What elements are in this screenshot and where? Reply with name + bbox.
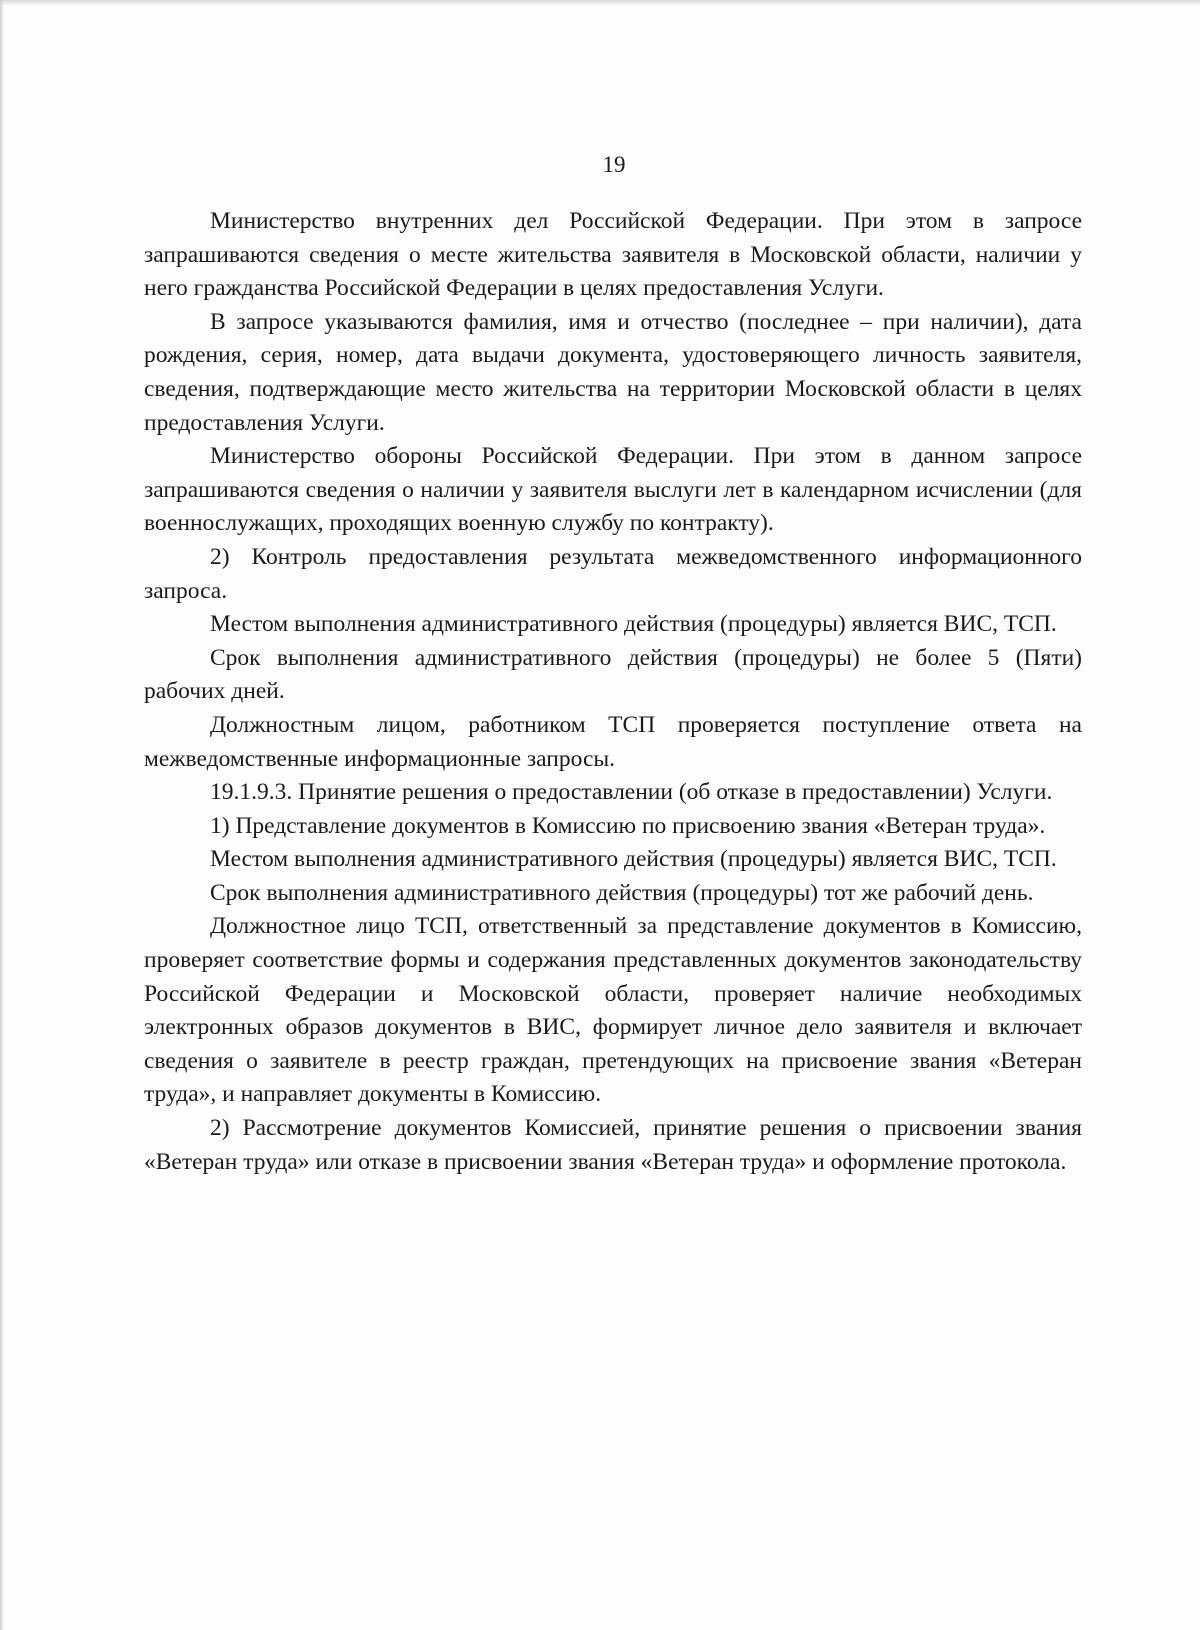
paragraph: В запросе указываются фамилия, имя и отчество (последнее – при наличии), дата рождения, серия, номер, дата выдачи документа, удостоверяющего личность заявителя, сведения, подтверждающие место жительства на территории Московской области в целях предоставления Услуги. bbox=[144, 308, 1082, 436]
paragraph: 19.1.9.3. Принятие решения о предоставлении (об отказе в предоставлении) Услуги. bbox=[210, 779, 1053, 806]
paragraph: 1) Представление документов в Комиссию по присвоению звания «Ветеран труда». bbox=[210, 812, 1046, 839]
paragraph: Срок выполнения административного действия (процедуры) не более 5 (Пяти) рабочих дней. bbox=[144, 644, 1082, 705]
page-number: 19 bbox=[602, 152, 626, 177]
paragraph: Должностным лицом, работником ТСП проверяется поступление ответа на межведомственные информационные запросы. bbox=[144, 711, 1082, 772]
document-body bbox=[144, 205, 1082, 1179]
paragraph: Срок выполнения административного действия (процедуры) тот же рабочий день. bbox=[210, 879, 1034, 906]
scan-edge-left bbox=[0, 0, 4, 1630]
paragraph: 2) Контроль предоставления результата межведомственного информационного запроса. bbox=[144, 543, 1082, 604]
paragraph: Местом выполнения административного действия (процедуры) является ВИС, ТСП. bbox=[210, 846, 1057, 873]
paragraph: Местом выполнения административного действия (процедуры) является ВИС, ТСП. bbox=[210, 611, 1057, 638]
paragraph: Министерство внутренних дел Российской Федерации. При этом в запросе запрашиваются сведения о месте жительства заявителя в Московской области, наличии у него гражданства Российской Федерации в целях предоставления Услуги. bbox=[144, 208, 1082, 302]
paragraph: Министерство обороны Российской Федерации. При этом в данном запросе запрашиваются сведения о наличии у заявителя выслуги лет в календарном исчислении (для военнослужащих, проходящих военную службу по контракту). bbox=[144, 443, 1082, 537]
paragraph: Должностное лицо ТСП, ответственный за представление документов в Комиссию, проверяет соответствие формы и содержания представленных документов законодательству Российской Федерации и Московской области, проверяет наличие необходимых электронных образов документов в ВИС, формирует личное дело заявителя и включает сведения о заявителе в реестр граждан, претендующих на присвоение звания «Ветеран труда», и направляет документы в Комиссию. bbox=[144, 913, 1082, 1108]
paragraph: 2) Рассмотрение документов Комиссией, принятие решения о присвоении звания «Ветеран труда» или отказе в присвоении звания «Ветеран труда» и оформление протокола. bbox=[144, 1115, 1082, 1175]
scan-edge-top bbox=[0, 0, 1200, 6]
